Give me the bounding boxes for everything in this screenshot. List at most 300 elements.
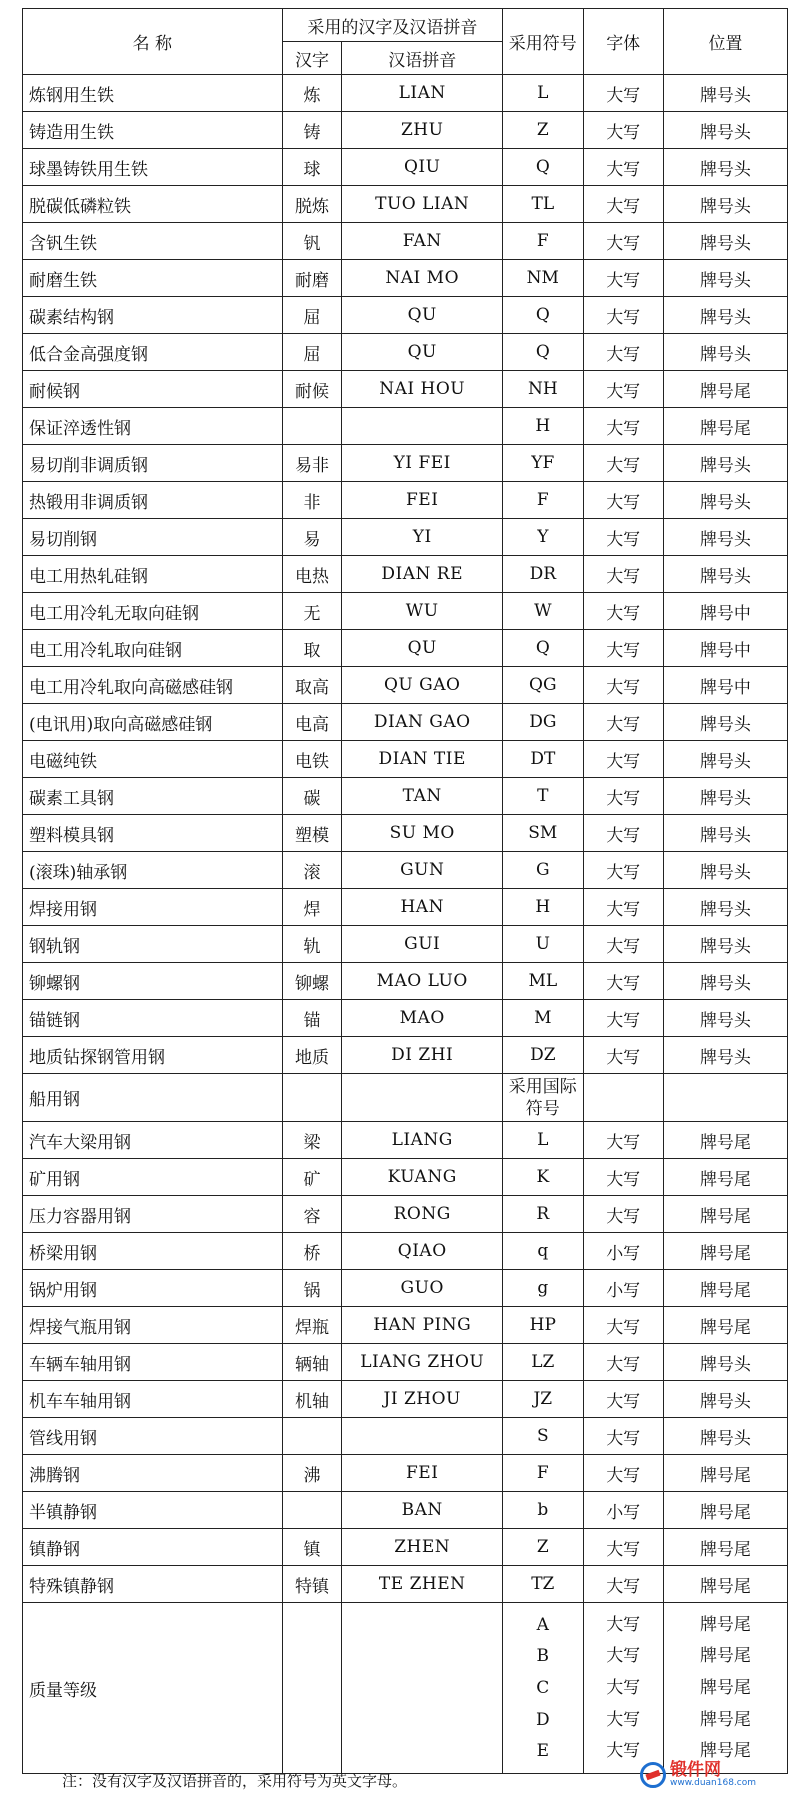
cell-symbol: L (503, 1122, 583, 1159)
cell-position: 牌号尾 (663, 1566, 787, 1603)
cell-position: 牌号尾 (663, 1196, 787, 1233)
table-row (23, 667, 788, 704)
table-row (23, 334, 788, 371)
cell-position: 牌号尾 (663, 1307, 787, 1344)
cell-name: 特殊镇静钢 (23, 1566, 283, 1603)
cell-symbol: Q (503, 334, 583, 371)
cell-symbol: QG (503, 667, 583, 704)
cell-position: 牌号中 (663, 593, 787, 630)
cell-hanzi: 铸 (282, 112, 342, 149)
cell-position: 牌号头 (663, 1344, 787, 1381)
cell-hanzi: 钒 (282, 223, 342, 260)
cell-font: 大写 (583, 408, 663, 445)
cell-pinyin: DIAN GAO (342, 704, 503, 741)
cell-hanzi: 无 (282, 593, 342, 630)
cell-hanzi: 电高 (282, 704, 342, 741)
cell-position: 牌号尾 (663, 371, 787, 408)
cell-hanzi: 电铁 (282, 741, 342, 778)
cell-font: 大写 (583, 1529, 663, 1566)
table-row (23, 926, 788, 963)
cell-pinyin: MAO LUO (342, 963, 503, 1000)
cell-name: 易切削非调质钢 (23, 445, 283, 482)
table-row (23, 519, 788, 556)
cell-position: 牌号尾 (663, 408, 787, 445)
cell-font: 大写 (583, 1159, 663, 1196)
cell-symbol: G (503, 852, 583, 889)
cell-symbol: K (503, 1159, 583, 1196)
cell-position: 牌号头 (663, 815, 787, 852)
cell-pinyin: GUO (342, 1270, 503, 1307)
cell-font: 小写 (583, 1270, 663, 1307)
cell-name: 电磁纯铁 (23, 741, 283, 778)
footnote: 注：没有汉字及汉语拼音的，采用符号为英文字母。 (62, 1772, 408, 1790)
cell-name: 桥梁用钢 (23, 1233, 283, 1270)
cell-name: 电工用冷轧取向高磁感硅钢 (23, 667, 283, 704)
cell-symbol (503, 1603, 583, 1774)
cell-symbol: DT (503, 741, 583, 778)
cell-name: 地质钻探钢管用钢 (23, 1037, 283, 1074)
cell-position: 牌号头 (663, 778, 787, 815)
cell-symbol-item: D (535, 1709, 550, 1730)
cell-hanzi: 地质 (282, 1037, 342, 1074)
cell-name: 低合金高强度钢 (23, 334, 283, 371)
cell-symbol: H (503, 889, 583, 926)
cell-name: 焊接用钢 (23, 889, 283, 926)
cell-position-item: 牌号尾 (699, 1677, 751, 1698)
cell-hanzi: 取高 (282, 667, 342, 704)
cell-font: 大写 (583, 593, 663, 630)
table-row (23, 445, 788, 482)
cell-hanzi (282, 1074, 342, 1122)
cell-name: 机车车轴用钢 (23, 1381, 283, 1418)
cell-font: 大写 (583, 1566, 663, 1603)
cell-symbol: Z (503, 112, 583, 149)
header-hanzi: 汉字 (282, 42, 342, 75)
cell-font: 小写 (583, 1492, 663, 1529)
table-row (23, 1159, 788, 1196)
cell-position: 牌号头 (663, 75, 787, 112)
cell-pinyin: BAN (342, 1492, 503, 1529)
cell-font: 大写 (583, 667, 663, 704)
cell-name: 耐候钢 (23, 371, 283, 408)
cell-position: 牌号头 (663, 741, 787, 778)
cell-position: 牌号头 (663, 445, 787, 482)
cell-symbol: Z (503, 1529, 583, 1566)
table-row (23, 1233, 788, 1270)
cell-font: 大写 (583, 1381, 663, 1418)
header-symbol: 采用符号 (503, 9, 583, 75)
cell-pinyin: HAN (342, 889, 503, 926)
cell-pinyin: MAO (342, 1000, 503, 1037)
header-name: 名 称 (23, 9, 283, 75)
cell-symbol: DG (503, 704, 583, 741)
table-row (23, 1418, 788, 1455)
cell-symbol: Q (503, 630, 583, 667)
cell-font-item: 大写 (606, 1741, 641, 1762)
cell-hanzi: 镇 (282, 1529, 342, 1566)
cell-name: 耐磨生铁 (23, 260, 283, 297)
cell-name: 车辆车轴用钢 (23, 1344, 283, 1381)
cell-hanzi: 炼 (282, 75, 342, 112)
table-body (23, 75, 788, 1774)
cell-name: 铸造用生铁 (23, 112, 283, 149)
cell-symbol: YF (503, 445, 583, 482)
table-row (23, 852, 788, 889)
cell-symbol: DR (503, 556, 583, 593)
cell-hanzi: 锚 (282, 1000, 342, 1037)
cell-symbol: W (503, 593, 583, 630)
table-row (23, 1074, 788, 1122)
table-row (23, 1037, 788, 1074)
header-group: 采用的汉字及汉语拼音 (282, 9, 503, 42)
cell-name: 锚链钢 (23, 1000, 283, 1037)
cell-hanzi: 碳 (282, 778, 342, 815)
cell-hanzi: 特镇 (282, 1566, 342, 1603)
cell-pinyin: WU (342, 593, 503, 630)
cell-font: 大写 (583, 445, 663, 482)
cell-hanzi: 非 (282, 482, 342, 519)
cell-position-item: 牌号尾 (699, 1741, 751, 1762)
cell-font: 大写 (583, 1344, 663, 1381)
cell-hanzi: 电热 (282, 556, 342, 593)
cell-position (663, 1603, 787, 1774)
cell-font: 大写 (583, 1000, 663, 1037)
cell-font: 大写 (583, 260, 663, 297)
cell-symbol: q (503, 1233, 583, 1270)
cell-name: (电讯用)取向高磁感硅钢 (23, 704, 283, 741)
table-row-quality (23, 1603, 788, 1774)
cell-position: 牌号头 (663, 334, 787, 371)
cell-name: 船用钢 (23, 1074, 283, 1122)
logo-icon (640, 1762, 666, 1788)
cell-position: 牌号头 (663, 926, 787, 963)
table-row (23, 1455, 788, 1492)
cell-name: 镇静钢 (23, 1529, 283, 1566)
cell-position: 牌号头 (663, 1381, 787, 1418)
cell-symbol: TL (503, 186, 583, 223)
cell-font: 大写 (583, 778, 663, 815)
table-row (23, 963, 788, 1000)
cell-pinyin (342, 1074, 503, 1122)
cell-pinyin: NAI MO (342, 260, 503, 297)
cell-symbol: F (503, 223, 583, 260)
cell-font-item: 大写 (606, 1709, 641, 1730)
cell-hanzi: 耐候 (282, 371, 342, 408)
cell-position: 牌号头 (663, 852, 787, 889)
cell-font: 大写 (583, 630, 663, 667)
cell-symbol: JZ (503, 1381, 583, 1418)
cell-symbol: S (503, 1418, 583, 1455)
cell-position: 牌号头 (663, 1418, 787, 1455)
cell-font: 大写 (583, 1037, 663, 1074)
cell-name: 压力容器用钢 (23, 1196, 283, 1233)
cell-position: 牌号尾 (663, 1233, 787, 1270)
cell-hanzi: 轨 (282, 926, 342, 963)
cell-font: 大写 (583, 149, 663, 186)
table-row (23, 1381, 788, 1418)
cell-position (663, 1074, 787, 1122)
cell-font: 大写 (583, 112, 663, 149)
table-row (23, 1000, 788, 1037)
cell-hanzi: 桥 (282, 1233, 342, 1270)
cell-hanzi: 铆螺 (282, 963, 342, 1000)
cell-name: 碳素工具钢 (23, 778, 283, 815)
header-position: 位置 (663, 9, 787, 75)
table-row (23, 593, 788, 630)
cell-hanzi: 球 (282, 149, 342, 186)
cell-position: 牌号尾 (663, 1492, 787, 1529)
cell-font: 小写 (583, 1233, 663, 1270)
header-pinyin: 汉语拼音 (342, 42, 503, 75)
cell-symbol: g (503, 1270, 583, 1307)
steel-symbol-table (22, 8, 788, 1774)
cell-name: 含钒生铁 (23, 223, 283, 260)
cell-position: 牌号尾 (663, 1122, 787, 1159)
cell-name: (滚珠)轴承钢 (23, 852, 283, 889)
cell-position: 牌号头 (663, 704, 787, 741)
cell-pinyin: DIAN RE (342, 556, 503, 593)
table-row (23, 741, 788, 778)
table-row (23, 556, 788, 593)
cell-pinyin: QU (342, 334, 503, 371)
table-row (23, 1122, 788, 1159)
cell-pinyin (342, 1603, 503, 1774)
cell-name: 脱碳低磷粒铁 (23, 186, 283, 223)
table-row (23, 1270, 788, 1307)
cell-pinyin: ZHEN (342, 1529, 503, 1566)
cell-pinyin: FAN (342, 223, 503, 260)
cell-symbol: F (503, 1455, 583, 1492)
cell-font: 大写 (583, 334, 663, 371)
cell-symbol: SM (503, 815, 583, 852)
cell-font: 大写 (583, 186, 663, 223)
cell-name: 保证淬透性钢 (23, 408, 283, 445)
cell-pinyin: JI ZHOU (342, 1381, 503, 1418)
cell-name: 塑料模具钢 (23, 815, 283, 852)
cell-position: 牌号中 (663, 667, 787, 704)
watermark-name: 锻件网 (670, 1760, 721, 1780)
cell-pinyin: TAN (342, 778, 503, 815)
cell-symbol: NH (503, 371, 583, 408)
cell-font (583, 1074, 663, 1122)
cell-pinyin: FEI (342, 482, 503, 519)
table-row (23, 223, 788, 260)
table-row (23, 1344, 788, 1381)
table-row (23, 1196, 788, 1233)
cell-font: 大写 (583, 223, 663, 260)
table-row (23, 889, 788, 926)
cell-font-item: 大写 (606, 1646, 641, 1667)
cell-hanzi: 脱炼 (282, 186, 342, 223)
cell-position: 牌号头 (663, 1037, 787, 1074)
table-row (23, 482, 788, 519)
cell-symbol: M (503, 1000, 583, 1037)
table-row (23, 371, 788, 408)
cell-hanzi (282, 1603, 342, 1774)
cell-position: 牌号尾 (663, 1270, 787, 1307)
cell-font (583, 1603, 663, 1774)
cell-pinyin: QU GAO (342, 667, 503, 704)
cell-symbol: 采用国际符号 (503, 1074, 583, 1122)
cell-font: 大写 (583, 1122, 663, 1159)
table-row (23, 297, 788, 334)
cell-name: 质量等级 (23, 1603, 283, 1774)
cell-position: 牌号头 (663, 1000, 787, 1037)
cell-pinyin: QIAO (342, 1233, 503, 1270)
cell-hanzi: 沸 (282, 1455, 342, 1492)
cell-name: 半镇静钢 (23, 1492, 283, 1529)
cell-pinyin: KUANG (342, 1159, 503, 1196)
cell-position: 牌号头 (663, 297, 787, 334)
cell-font: 大写 (583, 852, 663, 889)
cell-hanzi: 梁 (282, 1122, 342, 1159)
cell-pinyin: QIU (342, 149, 503, 186)
cell-font: 大写 (583, 297, 663, 334)
table-row (23, 704, 788, 741)
table-row (23, 75, 788, 112)
cell-position: 牌号头 (663, 186, 787, 223)
cell-symbol: DZ (503, 1037, 583, 1074)
cell-hanzi: 焊 (282, 889, 342, 926)
cell-pinyin: YI FEI (342, 445, 503, 482)
watermark-logo (640, 1762, 756, 1788)
cell-pinyin: GUN (342, 852, 503, 889)
cell-font: 大写 (583, 75, 663, 112)
cell-font: 大写 (583, 815, 663, 852)
cell-font-item: 大写 (606, 1614, 641, 1635)
cell-hanzi (282, 1492, 342, 1529)
cell-symbol: LZ (503, 1344, 583, 1381)
cell-symbol-item: A (536, 1614, 549, 1635)
cell-position: 牌号尾 (663, 1455, 787, 1492)
cell-symbol: U (503, 926, 583, 963)
cell-position: 牌号头 (663, 223, 787, 260)
cell-hanzi: 焊瓶 (282, 1307, 342, 1344)
cell-name: 管线用钢 (23, 1418, 283, 1455)
cell-symbol-item: B (536, 1646, 550, 1667)
cell-hanzi: 耐磨 (282, 260, 342, 297)
cell-hanzi: 锅 (282, 1270, 342, 1307)
cell-position: 牌号头 (663, 149, 787, 186)
table-row (23, 1529, 788, 1566)
cell-hanzi: 易 (282, 519, 342, 556)
table-header (23, 9, 788, 75)
cell-name: 汽车大梁用钢 (23, 1122, 283, 1159)
cell-font-item: 大写 (606, 1677, 641, 1698)
table-row (23, 260, 788, 297)
cell-name: 焊接气瓶用钢 (23, 1307, 283, 1344)
cell-hanzi (282, 408, 342, 445)
table-row (23, 630, 788, 667)
cell-symbol-item: C (536, 1677, 550, 1698)
cell-font: 大写 (583, 889, 663, 926)
cell-symbol-item: E (536, 1741, 550, 1762)
cell-name: 铆螺钢 (23, 963, 283, 1000)
cell-name: 球墨铸铁用生铁 (23, 149, 283, 186)
cell-pinyin: QU (342, 297, 503, 334)
cell-pinyin: ZHU (342, 112, 503, 149)
cell-position-item: 牌号尾 (699, 1709, 751, 1730)
table-row (23, 149, 788, 186)
cell-name: 电工用冷轧无取向硅钢 (23, 593, 283, 630)
cell-position: 牌号头 (663, 963, 787, 1000)
cell-hanzi: 矿 (282, 1159, 342, 1196)
cell-name: 碳素结构钢 (23, 297, 283, 334)
cell-pinyin: NAI HOU (342, 371, 503, 408)
steel-symbol-table-container (22, 8, 788, 1774)
cell-name: 易切削钢 (23, 519, 283, 556)
table-row (23, 1566, 788, 1603)
cell-pinyin (342, 1418, 503, 1455)
cell-position: 牌号头 (663, 482, 787, 519)
cell-position: 牌号中 (663, 630, 787, 667)
cell-pinyin: LIANG (342, 1122, 503, 1159)
cell-position-item: 牌号尾 (699, 1646, 751, 1667)
cell-font: 大写 (583, 963, 663, 1000)
table-row (23, 112, 788, 149)
table-row (23, 778, 788, 815)
cell-position-item: 牌号尾 (699, 1614, 751, 1635)
cell-name: 锅炉用钢 (23, 1270, 283, 1307)
cell-pinyin: LIAN (342, 75, 503, 112)
cell-name: 电工用冷轧取向硅钢 (23, 630, 283, 667)
table-row (23, 1307, 788, 1344)
cell-hanzi: 易非 (282, 445, 342, 482)
cell-symbol: ML (503, 963, 583, 1000)
cell-font: 大写 (583, 482, 663, 519)
cell-font: 大写 (583, 519, 663, 556)
cell-hanzi (282, 1418, 342, 1455)
cell-name: 电工用热轧硅钢 (23, 556, 283, 593)
cell-position: 牌号头 (663, 112, 787, 149)
cell-symbol: HP (503, 1307, 583, 1344)
watermark-url: www.duan168.com (670, 1778, 757, 1788)
cell-pinyin: DI ZHI (342, 1037, 503, 1074)
cell-name: 沸腾钢 (23, 1455, 283, 1492)
cell-pinyin: TE ZHEN (342, 1566, 503, 1603)
cell-pinyin: RONG (342, 1196, 503, 1233)
cell-font: 大写 (583, 556, 663, 593)
cell-pinyin: YI (342, 519, 503, 556)
cell-hanzi: 辆轴 (282, 1344, 342, 1381)
cell-pinyin: TUO LIAN (342, 186, 503, 223)
cell-font: 大写 (583, 926, 663, 963)
cell-pinyin: SU MO (342, 815, 503, 852)
cell-symbol: Q (503, 149, 583, 186)
cell-symbol: b (503, 1492, 583, 1529)
cell-hanzi: 机轴 (282, 1381, 342, 1418)
cell-symbol: T (503, 778, 583, 815)
cell-font: 大写 (583, 371, 663, 408)
cell-pinyin: LIANG ZHOU (342, 1344, 503, 1381)
cell-hanzi: 塑模 (282, 815, 342, 852)
cell-position: 牌号尾 (663, 1529, 787, 1566)
cell-pinyin: GUI (342, 926, 503, 963)
cell-symbol: L (503, 75, 583, 112)
cell-pinyin: DIAN TIE (342, 741, 503, 778)
cell-name: 钢轨钢 (23, 926, 283, 963)
cell-symbol: H (503, 408, 583, 445)
table-row (23, 1492, 788, 1529)
cell-hanzi: 屈 (282, 334, 342, 371)
table-row (23, 815, 788, 852)
cell-symbol: F (503, 482, 583, 519)
cell-font: 大写 (583, 1307, 663, 1344)
cell-pinyin: HAN PING (342, 1307, 503, 1344)
cell-font: 大写 (583, 1455, 663, 1492)
cell-name: 矿用钢 (23, 1159, 283, 1196)
table-row (23, 186, 788, 223)
